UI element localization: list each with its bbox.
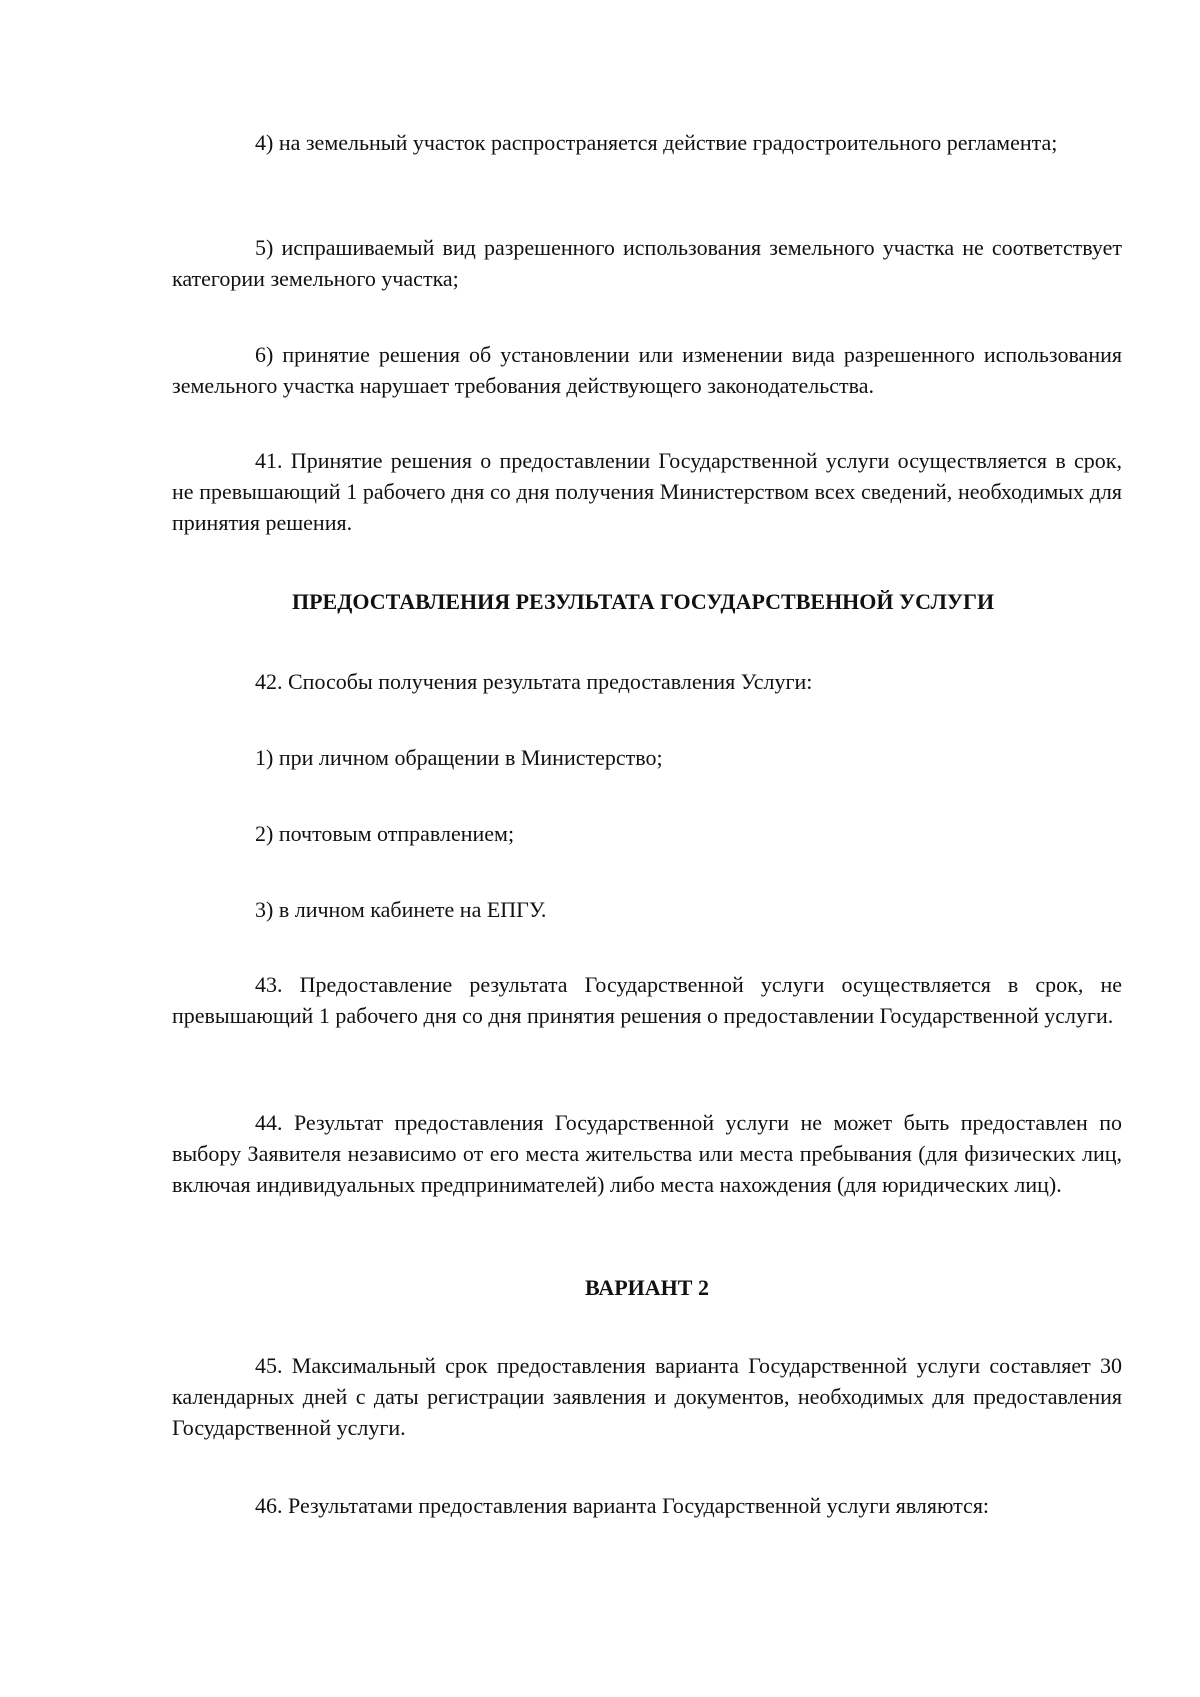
paragraph-44 xyxy=(172,1107,1122,1200)
paragraph-46 xyxy=(172,1490,1122,1521)
paragraph-text: 41. Принятие решения о предоставлении Государственной услуги осуществляется в срок, не превышающий 1 рабочего дня со дня получения Министерством всех сведений, необходимых для принятия решения. xyxy=(172,448,1122,535)
paragraph-item-4 xyxy=(172,127,1122,158)
section-heading-result xyxy=(292,586,1082,617)
paragraph-text: 2) почтовым отправлением; xyxy=(255,821,515,846)
paragraph-item-5 xyxy=(172,232,1122,294)
paragraph-42 xyxy=(172,666,1122,697)
paragraph-text: 45. Максимальный срок предоставления варианта Государственной услуги составляет 30 календарных дней с даты регистрации заявления и документов, необходимых для предоставления Государственной услуги. xyxy=(172,1353,1122,1440)
paragraph-text: 42. Способы получения результата предоставления Услуги: xyxy=(255,669,813,694)
list-item-3 xyxy=(172,894,1122,925)
paragraph-item-6 xyxy=(172,339,1122,401)
paragraph-41 xyxy=(172,445,1122,538)
paragraph-text: 46. Результатами предоставления варианта Государственной услуги являются: xyxy=(255,1493,990,1518)
paragraph-45 xyxy=(172,1350,1122,1443)
paragraph-text: 44. Результат предоставления Государственной услуги не может быть предоставлен по выбору Заявителя независимо от его места жительства или места пребывания (для физических лиц, включая индивидуальных предпринимателей) либо места нахождения (для юридических лиц). xyxy=(172,1110,1122,1197)
paragraph-43 xyxy=(172,969,1122,1031)
paragraph-text: 6) принятие решения об установлении или изменении вида разрешенного использования земельного участка нарушает требования действующего законодательства. xyxy=(172,342,1122,398)
section-heading-variant xyxy=(172,1272,1122,1303)
paragraph-text: 3) в личном кабинете на ЕПГУ. xyxy=(255,897,547,922)
paragraph-text: 43. Предоставление результата Государственной услуги осуществляется в срок, не превышающий 1 рабочего дня со дня принятия решения о предоставлении Государственной услуги. xyxy=(172,972,1122,1028)
heading-text: ВАРИАНТ 2 xyxy=(585,1275,709,1300)
heading-text: ПРЕДОСТАВЛЕНИЯ РЕЗУЛЬТАТА ГОСУДАРСТВЕННОЙ УСЛУГИ xyxy=(292,589,995,614)
list-item-1 xyxy=(172,742,1122,773)
paragraph-text: 4) на земельный участок распространяется действие градостроительного регламента; xyxy=(255,130,1058,155)
paragraph-text: 1) при личном обращении в Министерство; xyxy=(255,745,663,770)
list-item-2 xyxy=(172,818,1122,849)
paragraph-text: 5) испрашиваемый вид разрешенного использования земельного участка не соответствует категории земельного участка; xyxy=(172,235,1122,291)
